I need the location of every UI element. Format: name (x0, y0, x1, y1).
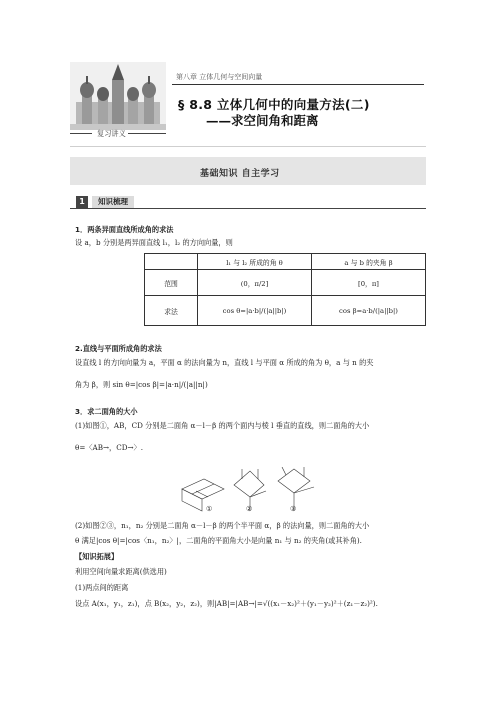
expand-line2: (1)两点间的距离 (75, 583, 129, 592)
figure-label-3: ③ (290, 505, 297, 513)
page-title: § 8.8 立体几何中的向量方法(二) (178, 97, 370, 112)
table-cell: cos θ=|a·b|/(|a||b|) (198, 296, 312, 326)
angle-table (144, 253, 426, 326)
cathedral-illustration (70, 62, 166, 130)
item2-heading: 2.直线与平面所成角的求法 (75, 344, 162, 353)
header-bottom-rule (70, 146, 426, 147)
page-subtitle: ——求空间角和距离 (206, 113, 319, 128)
table-cell: (0，π/2] (198, 270, 312, 296)
table-head-0 (145, 254, 198, 270)
item2-line1: 设直线 l 的方向向量为 a，平面 α 的法向量为 n，直线 l 与平面 α 所成的角为 θ，a 与 n 的夹 (75, 358, 374, 367)
item3-heading: 3．求二面角的大小 (75, 407, 138, 416)
item3-line2: θ=〈AB→，CD→〉. (75, 443, 143, 452)
box-number: 1 (76, 196, 88, 208)
review-tag (70, 129, 166, 139)
review-label: 复习讲义 (97, 129, 126, 138)
header-divider (172, 84, 424, 85)
table-cell: cos β=a·b/(|a||b|) (312, 296, 426, 326)
figure-label-2: ② (246, 505, 253, 513)
figure-1-diagram (182, 479, 224, 511)
table-cell: 范围 (145, 270, 198, 296)
expand-line1: 利用空间向量求距离(供选用) (75, 567, 167, 576)
item3-line3: (2)如图②③，n₁，n₂ 分别是二面角 α－l－β 的两个半平面 α，β 的法向量，则二面角的大小 (75, 521, 370, 530)
table-cell: [0，π] (312, 270, 426, 296)
dihedral-figures (178, 467, 328, 517)
figure-label-1: ① (206, 505, 213, 513)
item2-line2: 角为 β，则 sin θ=|cos β|=|a·n|/(|a||n|) (75, 380, 208, 389)
table-head-2: a 与 b 的夹角 β (312, 254, 426, 270)
item1-heading: 1．两条异面直线所成角的求法 (75, 225, 174, 234)
box-label: 知识梳理 (92, 196, 134, 208)
section-title: 基础知识 自主学习 (200, 169, 280, 179)
expand-line3: 设点 A(x₁，y₁，z₁)，点 B(x₂，y₂，z₂)，则|AB|=|AB→|=√((x₁－x₂)²＋(y₁－y₂)²＋(z₁－z₂)²). (75, 599, 378, 608)
table-cell: 求法 (145, 296, 198, 326)
chapter-label: 第八章 立体几何与空间向量 (176, 73, 263, 81)
knowledge-box-header (70, 196, 426, 208)
item1-intro: 设 a，b 分别是两异面直线 l₁，l₂ 的方向向量，则 (75, 238, 233, 247)
table-head-1: l₁ 与 l₂ 所成的角 θ (198, 254, 312, 270)
expand-heading: 【知识拓展】 (75, 552, 119, 561)
item3-line1: (1)如图①，AB，CD 分别是二面角 α－l－β 的两个面内与棱 l 垂直的直线，则二面角的大小 (75, 421, 370, 430)
item3-line4: θ 满足|cos θ|=|cos〈n₁，n₂〉|，二面角的平面角大小是向量 n₁ 与 n₂ 的夹角(或其补角). (75, 536, 362, 545)
